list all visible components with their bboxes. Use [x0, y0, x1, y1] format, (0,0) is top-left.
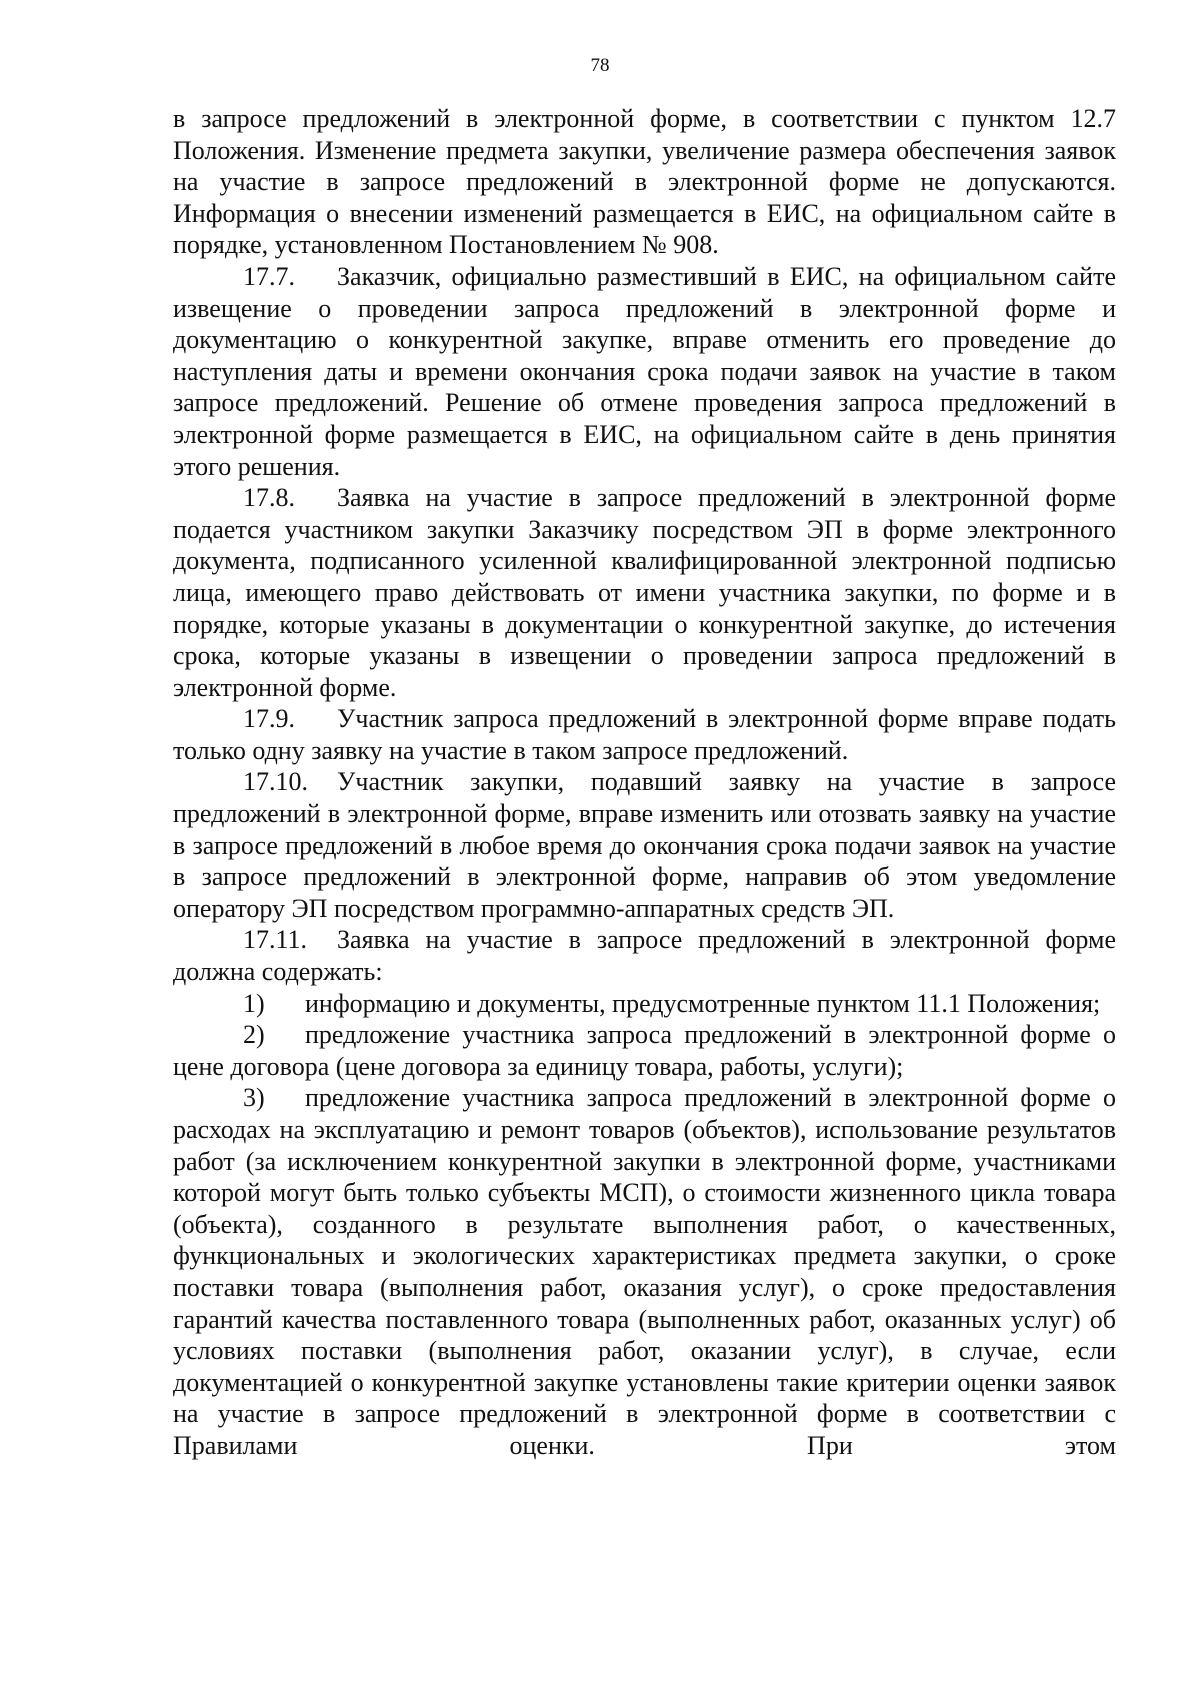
list-item-number: 3): [243, 1083, 265, 1113]
section-17-10: [173, 766, 1116, 924]
section-text: Участник запроса предложений в электронной форме вправе подать только одну заявку на участие в таком запросе предложений.: [173, 704, 1116, 765]
section-17-7: [173, 261, 1116, 482]
section-text: Участник закупки, подавший заявку на участие в запросе предложений в электронной форме, вправе изменить или отозвать заявку на участие в запросе предложений в любое время до окончания срока подачи заявок на участие в запросе предложений в электронной форме, направив об этом уведомление оператору ЭП посредством программно-аппаратных средств ЭП.: [173, 767, 1116, 923]
list-item-number: 2): [243, 1020, 265, 1050]
section-text: Заявка на участие в запросе предложений в электронной форме должна содержать:: [173, 925, 1116, 987]
list-item-2: [173, 1019, 1116, 1082]
section-number: 17.11.: [243, 925, 308, 955]
page-number: 78: [590, 55, 610, 76]
list-item-text: предложение участника запроса предложений в электронной форме о расходах на эксплуатацию и ремонт товаров (объектов), использование результатов работ (за исключением конкурентной закупки в электронной форме, участниками которой могут быть только субъекты МСП), о стоимости жизненного цикла товара (объекта), созданного в результате выполнения работ, о качественных, функциональных и экологических характеристиках предмета закупки, о сроке поставки товара (выполнения работ, оказания услуг), о сроке предоставления гарантий качества поставленного товара (выполненных работ, оказанных услуг) об условиях поставки (выполнения работ, оказании услуг), в случае, если документацией о конкурентной закупке установлены такие критерии оценки заявок на участие в запросе предложений в электронной форме в соответствии с Правилами оценки. При этом: [173, 1083, 1116, 1460]
list-item-1: [173, 988, 1116, 1020]
section-number: 17.7.: [243, 261, 295, 291]
paragraph-continuation: в запросе предложений в электронной форме, в соответствии с пунктом 12.7 Положения. Изменение предмета закупки, увеличение размера обеспечения заявок на участие в запросе предложений в электронной форме не допускаются. Информация о внесении изменений размещается в ЕИС, на официальном сайте в порядке, установленном Постановлением № 908.: [173, 104, 1116, 260]
list-item-number: 1): [243, 988, 265, 1018]
section-number: 17.8.: [243, 483, 295, 513]
section-17-9: [173, 703, 1116, 766]
document-body: [173, 103, 1116, 1462]
section-17-11: [173, 924, 1116, 987]
section-number: 17.10.: [243, 767, 308, 797]
section-17-8: [173, 482, 1116, 703]
section-text: Заказчик, официально разместивший в ЕИС, на официальном сайте извещение о проведении запроса предложений в электронной форме и документацию о конкурентной закупке, вправе отменить его проведение до наступления даты и времени окончания срока подачи заявок на участие в таком запросе предложений. Решение об отмене проведения запроса предложений в электронной форме размещается в ЕИС, на официальном сайте в день принятия этого решения.: [173, 261, 1116, 481]
list-item-3: [173, 1082, 1116, 1461]
section-text: Заявка на участие в запросе предложений в электронной форме подается участником закупки Заказчику посредством ЭП в форме электронного документа, подписанного усиленной квалифицированной электронной подписью лица, имеющего право действовать от имени участника закупки, по форме и в порядке, которые указаны в документации о конкурентной закупке, до истечения срока, которые указаны в извещении о проведении запроса предложений в электронной форме.: [173, 483, 1116, 702]
section-number: 17.9.: [243, 704, 295, 734]
list-item-text: предложение участника запроса предложений в электронной форме о цене договора (цене договора за единицу товара, работы, услуги);: [173, 1020, 1116, 1081]
list-item-text: информацию и документы, предусмотренные пунктом 11.1 Положения;: [305, 988, 1101, 1018]
